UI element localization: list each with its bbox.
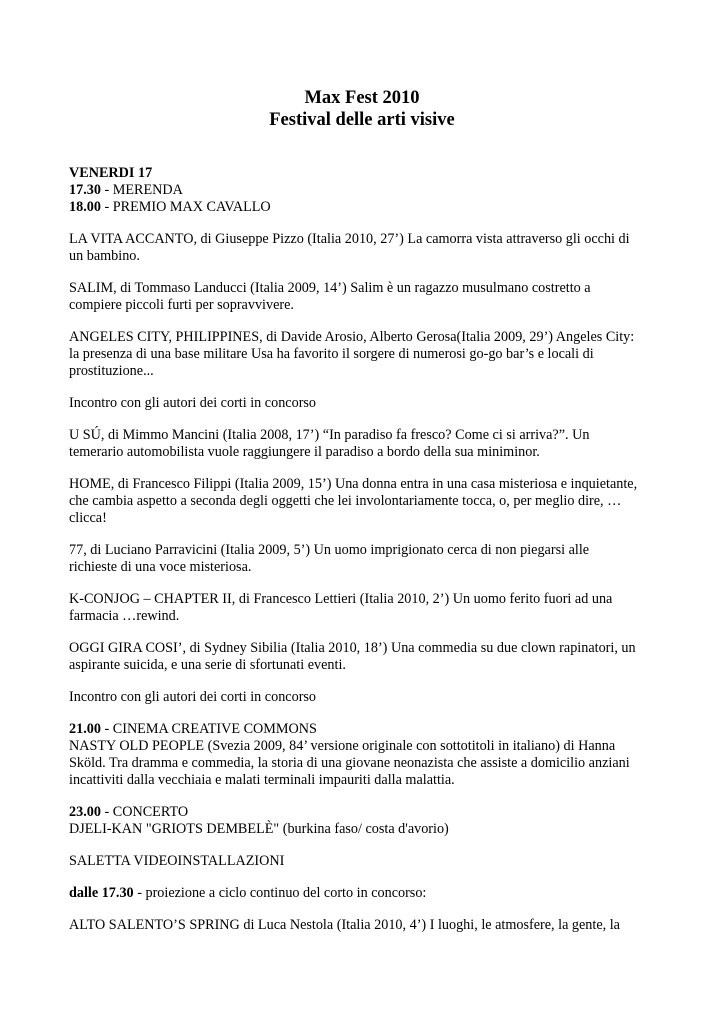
text-line: HOME, di Francesco Filippi (Italia 2009, 15’) Una donna entra in una casa misteriosa e inquietante, — [69, 476, 638, 492]
cinema-time: 21.00 — [69, 721, 101, 737]
schedule-label: MERENDA — [112, 182, 183, 198]
film-entry — [69, 427, 669, 461]
text-line: che cambia aspetto a seconda degli oggetti che lei involontariamente tocca, o, per meglio dire, … — [69, 493, 622, 509]
text-line: K-CONJOG – CHAPTER II, di Francesco Lettieri (Italia 2010, 2’) Un uomo ferito fuori ad una — [69, 591, 613, 607]
film-entry — [69, 476, 669, 527]
saletta-heading — [69, 853, 669, 870]
text-line: la presenza di una base militare Usa ha favorito il sorgere di numerosi go-go bar’s e locali di — [69, 346, 594, 362]
saletta-schedule — [69, 885, 669, 902]
text-line: aspirante suicida, e una serie di sfortunati eventi. — [69, 657, 346, 673]
text-line: incattiviti dalla vecchiaia e malati terminali impauriti dalla malattia. — [69, 772, 455, 788]
document-body — [69, 165, 669, 949]
film-entry — [69, 280, 669, 314]
concert-label: CONCERTO — [112, 804, 189, 820]
schedule-time: 18.00 — [69, 199, 101, 215]
saletta-time: dalle 17.30 — [69, 885, 134, 901]
schedule-label: PREMIO MAX CAVALLO — [112, 199, 271, 215]
text-line: dalle 17.30 - proiezione a ciclo continuo del corto in concorso: — [69, 885, 427, 901]
cinema-label: CINEMA CREATIVE COMMONS — [112, 721, 317, 737]
text-line: SALIM, di Tommaso Landucci (Italia 2009, 14’) Salim è un ragazzo musulmano costretto a — [69, 280, 591, 296]
film-entry — [69, 231, 669, 265]
text-line: clicca! — [69, 510, 107, 526]
text-line: richieste di una voce misteriosa. — [69, 559, 252, 575]
title-line-1: Max Fest 2010 — [304, 88, 420, 108]
text-line: SALETTA VIDEOINSTALLAZIONI — [69, 853, 285, 869]
text-line: U SÚ, di Mimmo Mancini (Italia 2008, 17’) “In paradiso fa fresco? Come ci si arriva?”. Un — [69, 427, 590, 443]
text-line: 77, di Luciano Parravicini (Italia 2009, 5’) Un uomo imprigionato cerca di non piegarsi alle — [69, 542, 590, 558]
film-entry — [69, 917, 669, 934]
concert-heading: 23.00 - CONCERTO — [69, 804, 189, 820]
text-line: Incontro con gli autori dei corti in concorso — [69, 689, 317, 705]
film-entry — [69, 329, 669, 380]
cinema-heading: 21.00 - CINEMA CREATIVE COMMONS — [69, 721, 317, 737]
schedule-time: 17.30 — [69, 182, 101, 198]
text-line: Incontro con gli autori dei corti in concorso — [69, 395, 317, 411]
meeting-note — [69, 395, 669, 412]
text-line: temerario automobilista vuole raggiungere il paradiso a bordo della sua miniminor. — [69, 444, 540, 460]
film-entry — [69, 542, 669, 576]
cinema-section — [69, 721, 669, 789]
text-line: compiere piccoli furti per sopravvivere. — [69, 297, 294, 313]
document-title — [0, 87, 724, 131]
text-line: Sköld. Tra dramma e commedia, la storia di una giovane neonazista che assiste a domicilio anziani — [69, 755, 630, 771]
film-entry — [69, 640, 669, 674]
text-line: LA VITA ACCANTO, di Giuseppe Pizzo (Italia 2010, 27’) La camorra vista attraverso gli occhi di — [69, 231, 630, 247]
title-line-2: Festival delle arti visive — [269, 110, 455, 130]
film-entry — [69, 591, 669, 625]
day-heading: VENERDI 17 — [69, 165, 153, 181]
text-line: NASTY OLD PEOPLE (Svezia 2009, 84’ versione originale con sottotitoli in italiano) di Hanna — [69, 738, 616, 754]
concert-section — [69, 804, 669, 838]
text-line: OGGI GIRA COSI’, di Sydney Sibilia (Italia 2010, 18’) Una commedia su due clown rapinatori, un — [69, 640, 636, 656]
day-schedule — [69, 165, 669, 216]
text-line: prostituzione... — [69, 363, 154, 379]
text-line: ANGELES CITY, PHILIPPINES, di Davide Arosio, Alberto Gerosa(Italia 2009, 29’) Angeles City: — [69, 329, 635, 345]
concert-time: 23.00 — [69, 804, 101, 820]
text-line: un bambino. — [69, 248, 140, 264]
text-line: DJELI-KAN "GRIOTS DEMBELÈ" (burkina faso/ costa d'avorio) — [69, 821, 449, 837]
text-line: ALTO SALENTO’S SPRING di Luca Nestola (Italia 2010, 4’) I luoghi, le atmosfere, la gente, la — [69, 917, 620, 933]
schedule-item: 18.00 - PREMIO MAX CAVALLO — [69, 199, 271, 215]
meeting-note — [69, 689, 669, 706]
schedule-item: 17.30 - MERENDA — [69, 182, 183, 198]
text-line: farmacia …rewind. — [69, 608, 180, 624]
saletta-label: proiezione a ciclo continuo del corto in concorso: — [145, 885, 427, 901]
